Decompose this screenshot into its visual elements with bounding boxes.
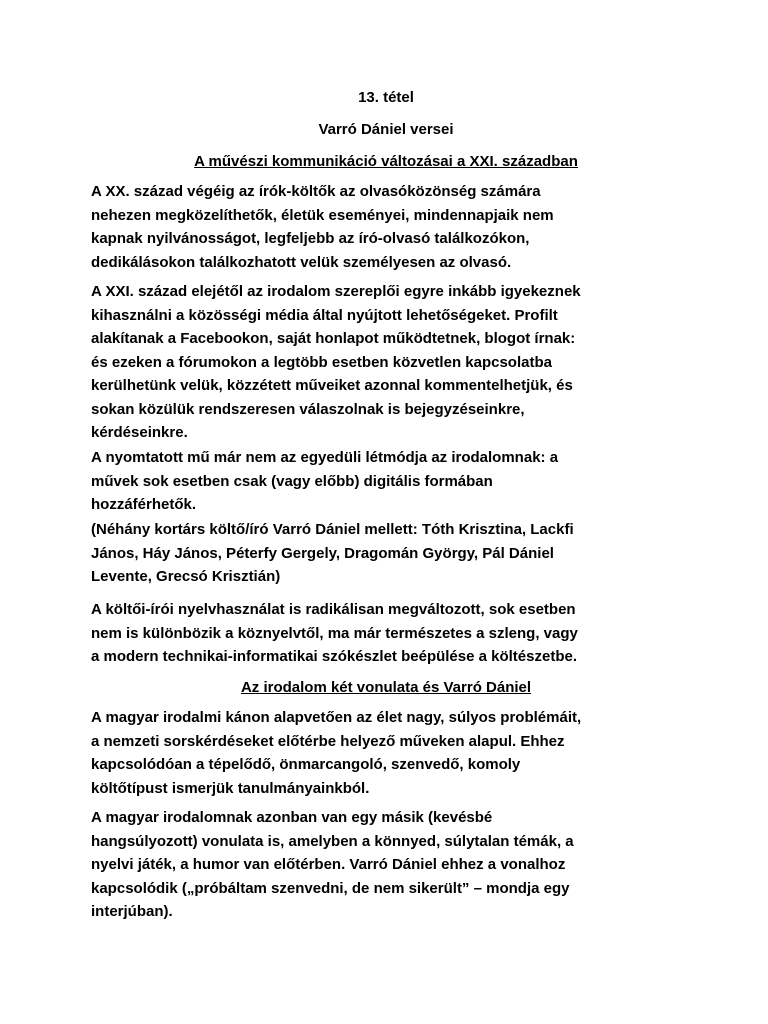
text-line: A XXI. század elejétől az irodalom szereplői egyre inkább igyekeznek [91, 283, 581, 300]
text-line: A nyomtatott mű már nem az egyedüli létmódja az irodalomnak: a [91, 449, 559, 466]
section-number: 13. tétel [358, 89, 414, 106]
text-line: alakítanak a Facebookon, saját honlapot működtetnek, blogot írnak: [91, 330, 576, 347]
text-line: nehezen megközelíthetők, életük eseményei, mindennapjaik nem [91, 206, 554, 224]
text-line: és ezeken a fórumokon a legtöbb esetben közvetlen kapcsolatba [91, 353, 552, 371]
text-line: A magyar irodalomnak azonban van egy másik (kevésbé [91, 809, 493, 826]
text-line: A költői-írói nyelvhasználat is radikálisan megváltozott, sok esetben [91, 601, 576, 618]
text-line: hozzáférhetők. [91, 496, 197, 513]
text-line: művek sok esetben csak (vagy előbb) digitális formában [91, 472, 493, 490]
paragraph [91, 180, 681, 274]
paragraph [91, 806, 681, 924]
text-line: a nemzeti sorskérdéseket előtérbe helyező műveken alapul. Ehhez [91, 732, 565, 750]
text-line: kerülhetünk velük, közzétett műveiket azonnal kommentelhetjük, és [91, 377, 573, 394]
text-line: Levente, Grecsó Krisztián) [91, 568, 281, 585]
paragraph [91, 280, 681, 445]
paragraph [91, 446, 681, 517]
text-line: nem is különbözik a köznyelvtől, ma már természetes a szleng, vagy [91, 624, 578, 642]
text-line: költőtípust ismerjük tanulmányainkból. [91, 779, 370, 797]
section-heading-communication: A művészi kommunikáció változásai a XXI. században [194, 153, 578, 170]
text-line: kérdéseinkre. [91, 424, 188, 441]
text-line: hangsúlyozott) vonulata is, amelyben a könnyed, súlytalan témák, a [91, 832, 574, 850]
text-line: interjúban). [91, 903, 173, 920]
text-line: nyelvi játék, a humor van előtérben. Varró Dániel ehhez a vonalhoz [91, 856, 566, 873]
document-title: Varró Dániel versei [318, 121, 454, 138]
text-line: kapnak nyilvánosságot, legfeljebb az író-olvasó találkozókon, [91, 230, 530, 247]
text-line: János, Háy János, Péterfy Gergely, Dragomán György, Pál Dániel [91, 544, 554, 562]
text-line: sokan közülük rendszeresen válaszolnak is bejegyzéseinkre, [91, 400, 525, 418]
text-line: kapcsolódik („próbáltam szenvedni, de nem sikerült” – mondja egy [91, 879, 570, 897]
text-line: A XX. század végéig az írók-költők az olvasóközönség számára [91, 183, 541, 200]
text-line: dedikálásokon találkozhatott velük személyesen az olvasó. [91, 253, 512, 271]
text-line: (Néhány kortárs költő/író Varró Dániel mellett: Tóth Krisztina, Lackfi [91, 521, 574, 538]
paragraph [91, 706, 681, 800]
text-line: kihasználni a közösségi média által nyújtott lehetőségeket. Profilt [91, 306, 558, 324]
section-heading-two-currents: Az irodalom két vonulata és Varró Dániel [240, 679, 532, 696]
paragraph [91, 518, 681, 589]
text-line: kapcsolódóan a tépelődő, önmarcangoló, szenvedő, komoly [91, 756, 521, 773]
text-line: a modern technikai-informatikai szókészlet beépülése a költészetbe. [91, 648, 577, 665]
text-line: A magyar irodalmi kánon alapvetően az élet nagy, súlyos problémáit, [91, 709, 582, 726]
paragraph [91, 598, 681, 669]
